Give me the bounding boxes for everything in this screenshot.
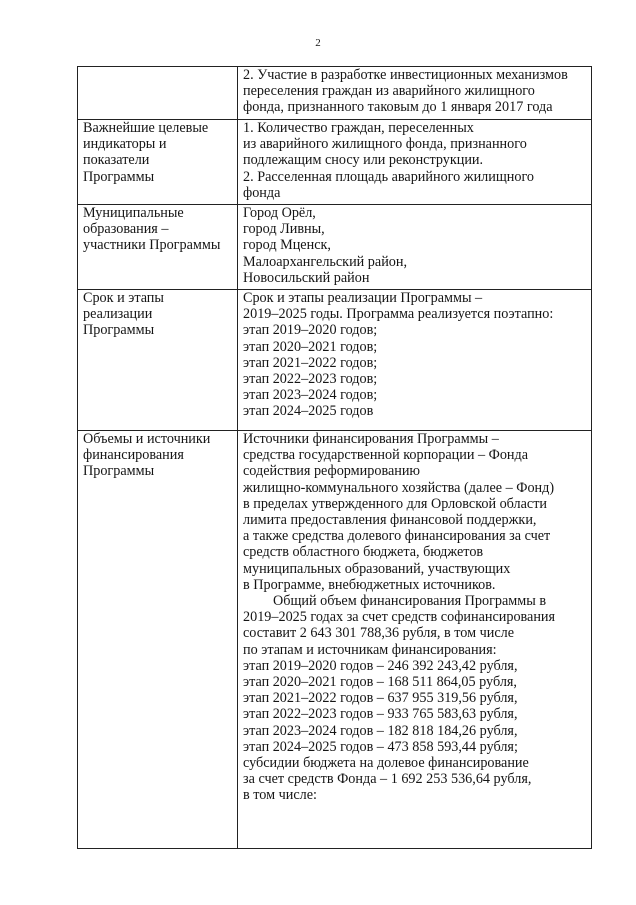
row-value-line: Источники финансирования Программы – [243, 431, 499, 447]
row-value-line: этап 2021–2022 годов – 637 955 319,56 рубля, [243, 690, 518, 707]
row-value-cell [238, 290, 592, 431]
row-label-line: финансирования [83, 447, 184, 464]
row-value-line: 1. Количество граждан, переселенных [243, 120, 474, 136]
row-value-line: этап 2023–2024 годов; [243, 387, 378, 404]
row-value-line: этап 2023–2024 годов – 182 818 184,26 рубля, [243, 722, 518, 739]
row-label-line: реализации [83, 306, 153, 323]
table-row [78, 67, 592, 120]
row-label-cell [78, 67, 238, 120]
row-value-line: лимита предоставления финансовой поддержки, [243, 512, 537, 529]
row-value-line: город Мценск, [243, 237, 331, 254]
row-value-line: этап 2019–2020 годов; [243, 322, 378, 339]
row-value-line: Город Орёл, [243, 205, 316, 221]
row-label-line: Важнейшие целевые [83, 120, 209, 136]
row-value-line: муниципальных образований, участвующих [243, 560, 511, 577]
table-row [78, 120, 592, 205]
row-value-line: этап 2022–2023 годов; [243, 371, 378, 388]
row-value-line: этап 2024–2025 годов – 473 858 593,44 рубля; [243, 738, 518, 755]
row-value-line: этап 2019–2020 годов – 246 392 243,42 рубля, [243, 657, 518, 674]
row-value-line: фонда, признанного таковым до 1 января 2017 года [243, 99, 553, 116]
row-value-line: подлежащим сносу или реконструкции. [243, 152, 484, 169]
table-row [78, 431, 592, 849]
row-label-line: Программы [83, 463, 155, 480]
program-passport-body [78, 67, 592, 849]
row-label-line: участники Программы [83, 237, 221, 254]
program-passport-table [77, 66, 592, 849]
row-value-line: средства государственной корпорации – Фонда [243, 447, 529, 464]
row-value-line: 2. Участие в разработке инвестиционных механизмов [243, 67, 568, 83]
row-value-line: фонда [243, 184, 281, 201]
row-label-line: показатели [83, 152, 150, 169]
row-value-line: жилищно-коммунального хозяйства (далее – Фонд) [243, 479, 555, 496]
row-label-cell [78, 120, 238, 205]
row-value-line: этап 2024–2025 годов [243, 403, 374, 420]
row-label-line: Муниципальные [83, 205, 184, 221]
row-value-line: этап 2021–2022 годов; [243, 354, 378, 371]
row-label-cell [78, 431, 238, 849]
row-label-line: индикаторы и [83, 136, 167, 153]
row-value-line: город Ливны, [243, 221, 325, 238]
row-value-cell [238, 67, 592, 120]
row-label-line: Программы [83, 168, 155, 185]
row-value-cell [238, 431, 592, 849]
row-label-line: образования – [83, 221, 169, 238]
row-value-line: Общий объем финансирования Программы в [273, 593, 547, 610]
row-value-line: этап 2020–2021 годов; [243, 338, 378, 355]
row-value-cell [238, 120, 592, 205]
row-value-line: этап 2020–2021 годов – 168 511 864,05 рубля, [243, 674, 517, 691]
table-row [78, 205, 592, 290]
row-label-line: Срок и этапы [83, 290, 164, 306]
row-value-line: а также средства долевого финансирования за счет [243, 528, 551, 545]
row-label-line: Объемы и источники [83, 431, 211, 447]
row-value-line: 2019–2025 годах за счет средств софинансирования [243, 609, 556, 626]
row-value-line: Малоархангельский район, [243, 253, 408, 270]
row-value-cell [238, 205, 592, 290]
table-row [78, 290, 592, 431]
row-value-line: в Программе, внебюджетных источников. [243, 576, 496, 593]
row-value-line: этап 2022–2023 годов – 933 765 583,63 рубля, [243, 706, 518, 723]
row-value-line: составит 2 643 301 788,36 рубля, в том числе [243, 625, 514, 642]
row-label-line: Программы [83, 322, 155, 339]
row-value-line: в пределах утвержденного для Орловской области [243, 495, 548, 512]
row-value-line: 2. Расселенная площадь аварийного жилищного [243, 168, 535, 185]
row-value-line: средств областного бюджета, бюджетов [243, 544, 484, 561]
row-value-line: 2019–2025 годы. Программа реализуется поэтапно: [243, 306, 554, 323]
row-value-line: субсидии бюджета на долевое финансирование [243, 755, 529, 772]
row-label-cell [78, 290, 238, 431]
row-value-line: по этапам и источникам финансирования: [243, 641, 497, 658]
row-value-line: в том числе: [243, 787, 317, 804]
row-value-line: содействия реформированию [243, 463, 421, 480]
row-label-cell [78, 205, 238, 290]
page-number: 2 [315, 37, 321, 49]
row-value-line: за счет средств Фонда – 1 692 253 536,64 рубля, [243, 771, 532, 788]
row-value-line: переселения граждан из аварийного жилищного [243, 83, 535, 100]
row-value-line: из аварийного жилищного фонда, признанного [243, 136, 527, 153]
row-value-line: Новосильский район [243, 269, 370, 286]
row-value-line: Срок и этапы реализации Программы – [243, 290, 483, 306]
